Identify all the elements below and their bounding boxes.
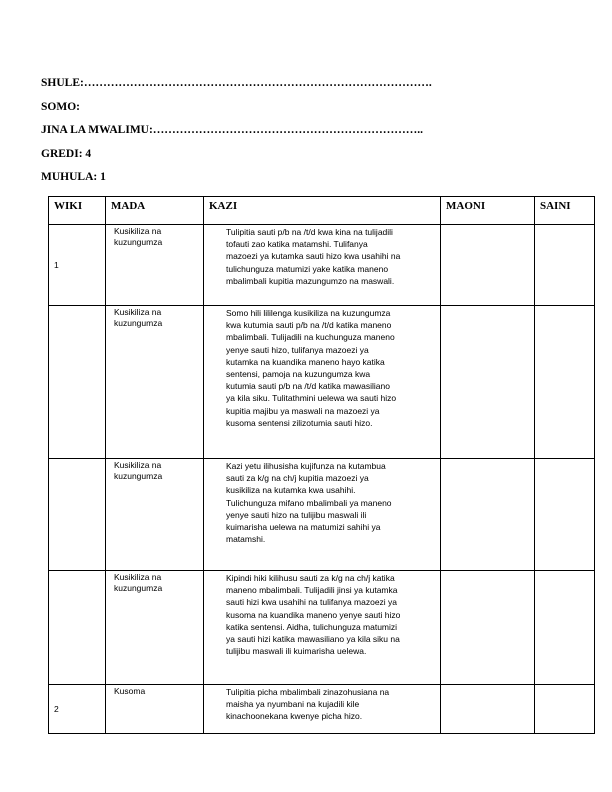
task-line: ya kila siku. Tulitathmini uelewa wa sauti hizo: [226, 393, 397, 404]
topic-line: Kusikiliza na: [114, 460, 162, 470]
task-line: matamshi.: [226, 534, 266, 545]
task-line: kinachoonekana kwenye picha hizo.: [226, 711, 363, 722]
task-line: yenye sauti hizo, tulifanya mazoezi ya: [226, 344, 369, 355]
task-line: Tulipitia sauti p/b na /t/d kwa kina na tulijadili: [226, 227, 393, 237]
topic-cell: [106, 306, 204, 459]
school-field: SHULE:……………………………………………………………………………….: [41, 77, 432, 89]
topic-line: Kusikiliza na: [114, 307, 162, 317]
task-line: tofauti zao katika matamshi. Tulifanya: [226, 239, 368, 250]
remarks-cell[interactable]: [441, 306, 535, 459]
task-line: mazoezi ya kutamka sauti hizo kwa usahihi na: [226, 251, 401, 262]
week-cell: [49, 306, 106, 459]
remarks-cell[interactable]: [441, 225, 535, 306]
task-line: katika sentensi. Aidha, tulichunguza matumizi: [226, 621, 398, 632]
week-cell: [49, 571, 106, 685]
column-header-wiki: WIKI: [49, 197, 106, 225]
week-cell: 1: [49, 225, 106, 306]
task-line: sauti za k/g na ch/j kupitia mazoezi ya: [226, 473, 369, 484]
table-row: [49, 225, 595, 306]
signature-cell[interactable]: [535, 685, 595, 734]
remarks-cell[interactable]: [441, 685, 535, 734]
task-line: Kipindi hiki kilihusu sauti za k/g na ch/j katika: [226, 573, 395, 583]
signature-cell[interactable]: [535, 306, 595, 459]
table-row: [49, 459, 595, 571]
task-cell: [204, 571, 441, 685]
table-row: [49, 306, 595, 459]
task-line: mbalimbali. Tulijadili na kuchunguza maneno: [226, 332, 395, 343]
column-header-saini: SAINI: [535, 197, 595, 225]
teacher-name-field: JINA LA MWALIMU:……………………………………………………………..: [41, 124, 424, 136]
table-row: [49, 685, 595, 734]
task-line: kusoma sentensi zilizotumia sauti hizo.: [226, 417, 373, 428]
task-cell: [204, 459, 441, 571]
column-header-maoni: MAONI: [441, 197, 535, 225]
topic-line: kuzungumza: [114, 583, 163, 594]
column-header-mada: MADA: [106, 197, 204, 225]
topic-line: Kusikiliza na: [114, 572, 162, 582]
topic-cell: [106, 459, 204, 571]
subject-field: SOMO:: [41, 100, 80, 113]
signature-cell[interactable]: [535, 459, 595, 571]
week-cell: 2: [49, 685, 106, 734]
task-cell: [204, 306, 441, 459]
signature-cell[interactable]: [535, 225, 595, 306]
task-line: kusikiliza na kutamka kwa usahihi.: [226, 485, 356, 496]
task-cell: [204, 225, 441, 306]
task-line: tulichunguza matumizi yake katika maneno: [226, 263, 389, 274]
task-line: yenye sauti hizo na tulijibu maswali ili: [226, 509, 367, 520]
task-line: kusoma na kuandika maneno yenye sauti hizo: [226, 609, 401, 620]
topic-cell: [106, 571, 204, 685]
remarks-cell[interactable]: [441, 571, 535, 685]
grade-field: GREDI: 4: [41, 147, 92, 160]
topic-line: kuzungumza: [114, 471, 163, 482]
task-line: Kazi yetu ilihusisha kujifunza na kutambua: [226, 461, 386, 471]
task-line: tulijibu maswali ili kuimarisha uelewa.: [226, 646, 367, 657]
task-line: Tulichunguza mifano mbalimbali ya maneno: [226, 497, 392, 508]
task-line: kuimarisha uelewa na matumizi sahihi ya: [226, 522, 381, 533]
header-section: [41, 75, 581, 193]
task-line: kutamka na kuandika maneno hayo katika: [226, 356, 385, 367]
task-line: sauti hizi kwa usahihi na tulifanya mazoezi ya: [226, 597, 398, 608]
signature-cell[interactable]: [535, 571, 595, 685]
topic-line: Kusoma: [114, 686, 146, 696]
task-line: kwa kutumia sauti p/b na /t/d katika maneno: [226, 320, 392, 331]
task-line: kupitia majibu ya maswali na mazoezi ya: [226, 405, 380, 416]
task-line: Tulipitia picha mbalimbali zinazohusiana na: [226, 687, 390, 697]
task-cell: [204, 685, 441, 734]
topic-line: Kusikiliza na: [114, 226, 162, 236]
task-line: ya sauti hizi katika mawasiliano ya kila siku na: [226, 634, 400, 645]
week-cell: [49, 459, 106, 571]
table-header-row: [49, 197, 595, 225]
topic-line: kuzungumza: [114, 237, 163, 248]
topic-line: kuzungumza: [114, 318, 163, 329]
lesson-record-table: [48, 196, 595, 734]
task-line: maneno mbalimbali. Tulijadili jinsi ya kutamka: [226, 585, 398, 596]
topic-cell: [106, 685, 204, 734]
task-line: sentensi, pamoja na kuzungumza kwa: [226, 369, 371, 380]
remarks-cell[interactable]: [441, 459, 535, 571]
topic-cell: [106, 225, 204, 306]
task-line: mbalimbali kupitia mazungumzo na maswali.: [226, 275, 395, 286]
task-line: Somo hili lililenga kusikiliza na kuzungumza: [226, 308, 391, 318]
term-field: MUHULA: 1: [41, 171, 106, 183]
task-line: maisha ya nyumbani na kujadili kile: [226, 699, 360, 710]
task-line: kutumia sauti p/b na /t/d katika mawasiliano: [226, 381, 390, 392]
column-header-kazi: KAZI: [204, 197, 441, 225]
table-row: [49, 571, 595, 685]
